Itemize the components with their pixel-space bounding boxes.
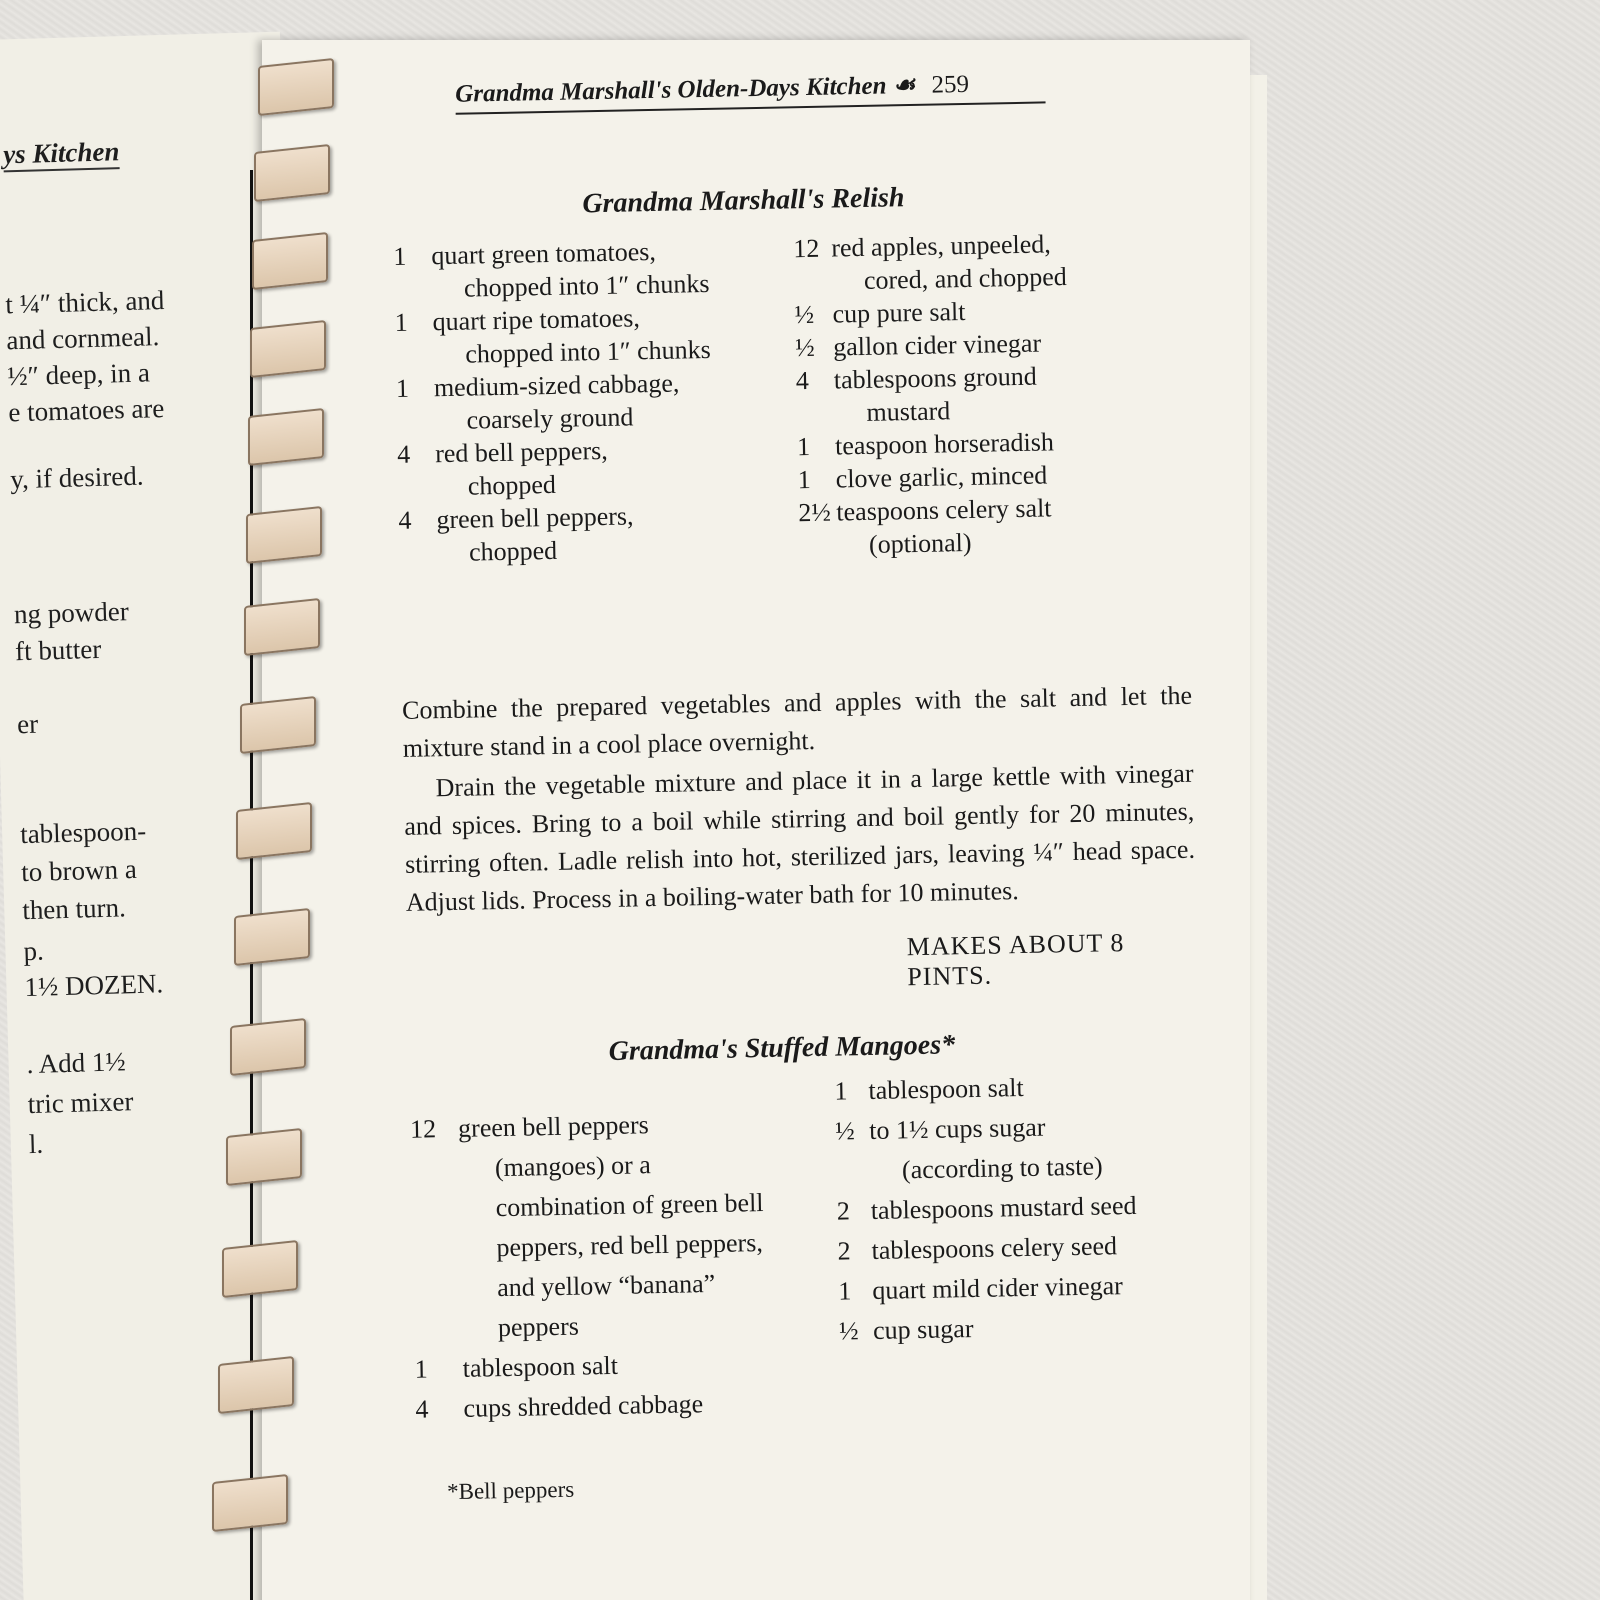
binding-ring (244, 598, 320, 656)
ingredient-qty: ½ (838, 1316, 859, 1346)
ingredient-text: red apples, unpeeled, (831, 229, 1052, 263)
left-page-running-head: ys Kitchen (3, 136, 120, 172)
ingredient-continuation: (optional) (868, 527, 972, 559)
ingredient-qty: 2 (836, 1196, 851, 1226)
binding-ring (218, 1356, 294, 1414)
ingredient-text: green bell peppers (457, 1110, 649, 1143)
ingredient-qty: ½ (794, 299, 815, 330)
ingredient-qty: ½ (834, 1116, 856, 1146)
ingredient-continuation: (mangoes) or a combination of green bell peppers, red bell peppers, and yellow “banana” peppers (494, 1150, 764, 1343)
ingredient-text: quart green tomatoes, (431, 236, 657, 271)
left-page-line: ng powder (13, 596, 130, 630)
binding-ring (250, 320, 326, 378)
left-page-line: and cornmeal. (5, 321, 160, 356)
ingredient (839, 1304, 1220, 1351)
ingredient-text: medium-sized cabbage, (433, 368, 680, 403)
ingredient (415, 1382, 806, 1429)
ingredient-continuation: chopped into 1″ chunks (463, 268, 710, 303)
ingredient-text: cup pure salt (832, 296, 966, 329)
ingredient (397, 430, 798, 504)
ingredient-qty: 12 (793, 233, 820, 264)
ingredient (396, 364, 797, 438)
binding-ring (222, 1240, 298, 1298)
page-content (390, 65, 1217, 1520)
ingredient-continuation: mustard (866, 396, 951, 427)
ingredient (793, 225, 1194, 299)
ingredient (835, 1104, 1216, 1191)
ingredient-text: quart mild cider vinegar (872, 1271, 1124, 1305)
relish-paragraph-2: Drain the vegetable mixture and place it in a large kettle with vinegar and spices. Bring to a boil while stirring and boil gently for 20 minutes, stirring often. Ladle relish into hot, sterilized jars, leaving ¼″ head space. Adjust lids. Process in a boiling-water bath for 10 minutes. (404, 758, 1196, 917)
left-page-line: t ¼″ thick, and (4, 284, 165, 320)
ingredient-text: teaspoon horseradish (834, 427, 1055, 461)
left-page-line: . Add 1½ (26, 1046, 127, 1080)
binding-ring (226, 1128, 302, 1186)
ingredient-qty: 4 (415, 1394, 429, 1424)
ingredient-qty: 4 (795, 366, 810, 396)
left-page-line: ft butter (14, 633, 102, 667)
ingredient (393, 232, 794, 306)
left-page-line: tric mixer (27, 1086, 134, 1120)
ingredient-text: tablespoons ground (833, 361, 1038, 395)
relish-paragraph-1: Combine the prepared vegetables and apples with the salt and let the mixture stand in a cool place overnight. (401, 680, 1193, 763)
ingredient (398, 496, 799, 570)
left-page-line: e tomatoes are (7, 393, 165, 428)
ingredient-text: gallon cider vinegar (832, 328, 1042, 362)
binding-ring (234, 908, 310, 966)
ingredient-qty: 1 (414, 1354, 429, 1384)
ingredient-qty: 1 (834, 1076, 848, 1106)
ornament-icon: ☙ (892, 71, 916, 100)
page-number: 259 (931, 70, 970, 99)
running-head-title: Grandma Marshall's Olden-Days Kitchen (455, 72, 887, 108)
ingredient-qty: 1 (394, 307, 408, 337)
left-page-line: tablespoon- (19, 815, 147, 850)
left-page-line: p. (23, 935, 45, 967)
ingredient-text: to 1½ cups sugar (868, 1112, 1046, 1145)
binding-ring (240, 696, 316, 754)
footnote: *Bell peppers (446, 1476, 575, 1505)
ingredient-text: clove garlic, minced (835, 460, 1048, 494)
ingredient (796, 357, 1197, 431)
binding-ring (254, 144, 330, 202)
binding-ring (236, 802, 312, 860)
binding-ring (248, 408, 324, 466)
binding-ring (230, 1018, 306, 1076)
mangoes-ingredients-right (834, 1064, 1219, 1351)
left-page-line: to brown a (20, 853, 138, 888)
binding-ring (212, 1474, 288, 1532)
left-page-line: l. (28, 1128, 44, 1160)
relish-ingredients-right (793, 225, 1199, 563)
ingredient-continuation: cored, and chopped (863, 262, 1068, 295)
ingredient-qty: 4 (396, 439, 411, 469)
ingredient-continuation: chopped (468, 535, 558, 567)
ingredient (410, 1102, 805, 1349)
left-page-line: ½″ deep, in a (6, 357, 151, 392)
binding-ring (252, 232, 328, 290)
ingredient-qty: 1 (838, 1276, 852, 1306)
ingredient-text: quart ripe tomatoes, (432, 303, 641, 337)
mangoes-ingredients-left (410, 1102, 806, 1429)
ingredient-continuation: (according to taste) (901, 1151, 1103, 1185)
ingredient-qty: 2½ (798, 497, 832, 528)
ingredient-qty: ½ (794, 332, 815, 363)
ingredient-qty: 1 (796, 432, 811, 462)
ingredient-qty: 2 (837, 1236, 851, 1266)
ingredient-qty: 4 (398, 505, 412, 535)
left-page-line: then turn. (21, 892, 127, 926)
mangoes-title: Grandma's Stuffed Mangoes* (608, 1029, 956, 1067)
ingredient (798, 489, 1199, 563)
ingredient-continuation: chopped (467, 469, 557, 501)
binding-ring (258, 58, 334, 116)
relish-ingredients-left (393, 232, 799, 570)
ingredient-text: tablespoon salt (462, 1350, 619, 1383)
ingredient-text: cups shredded cabbage (463, 1389, 704, 1423)
left-page-line: er (16, 708, 39, 740)
relish-title: Grandma Marshall's Relish (582, 182, 905, 220)
ingredient-text: tablespoons mustard seed (870, 1190, 1137, 1225)
ingredient-qty: 1 (393, 241, 407, 271)
ingredient-text: red bell peppers, (434, 435, 608, 469)
ingredient-qty: 1 (395, 373, 410, 403)
ingredient-text: tablespoons celery seed (871, 1231, 1118, 1265)
left-page-line: 1½ DOZEN. (24, 968, 164, 1003)
ingredient-qty: 12 (409, 1114, 437, 1144)
ingredient-text: green bell peppers, (436, 501, 634, 535)
relish-yield: MAKES ABOUT 8 PINTS. (906, 928, 1125, 992)
ingredient-qty: 1 (797, 464, 812, 495)
ingredient (394, 298, 795, 372)
binding-ring (246, 506, 322, 564)
ingredient-continuation: coarsely ground (466, 402, 634, 435)
ingredient-text: tablespoon salt (868, 1073, 1025, 1105)
ingredient-text: teaspoons celery salt (836, 493, 1052, 527)
ingredient-continuation: chopped into 1″ chunks (464, 334, 712, 369)
left-page-line: y, if desired. (9, 460, 144, 495)
ingredient-text: cup sugar (872, 1314, 974, 1345)
